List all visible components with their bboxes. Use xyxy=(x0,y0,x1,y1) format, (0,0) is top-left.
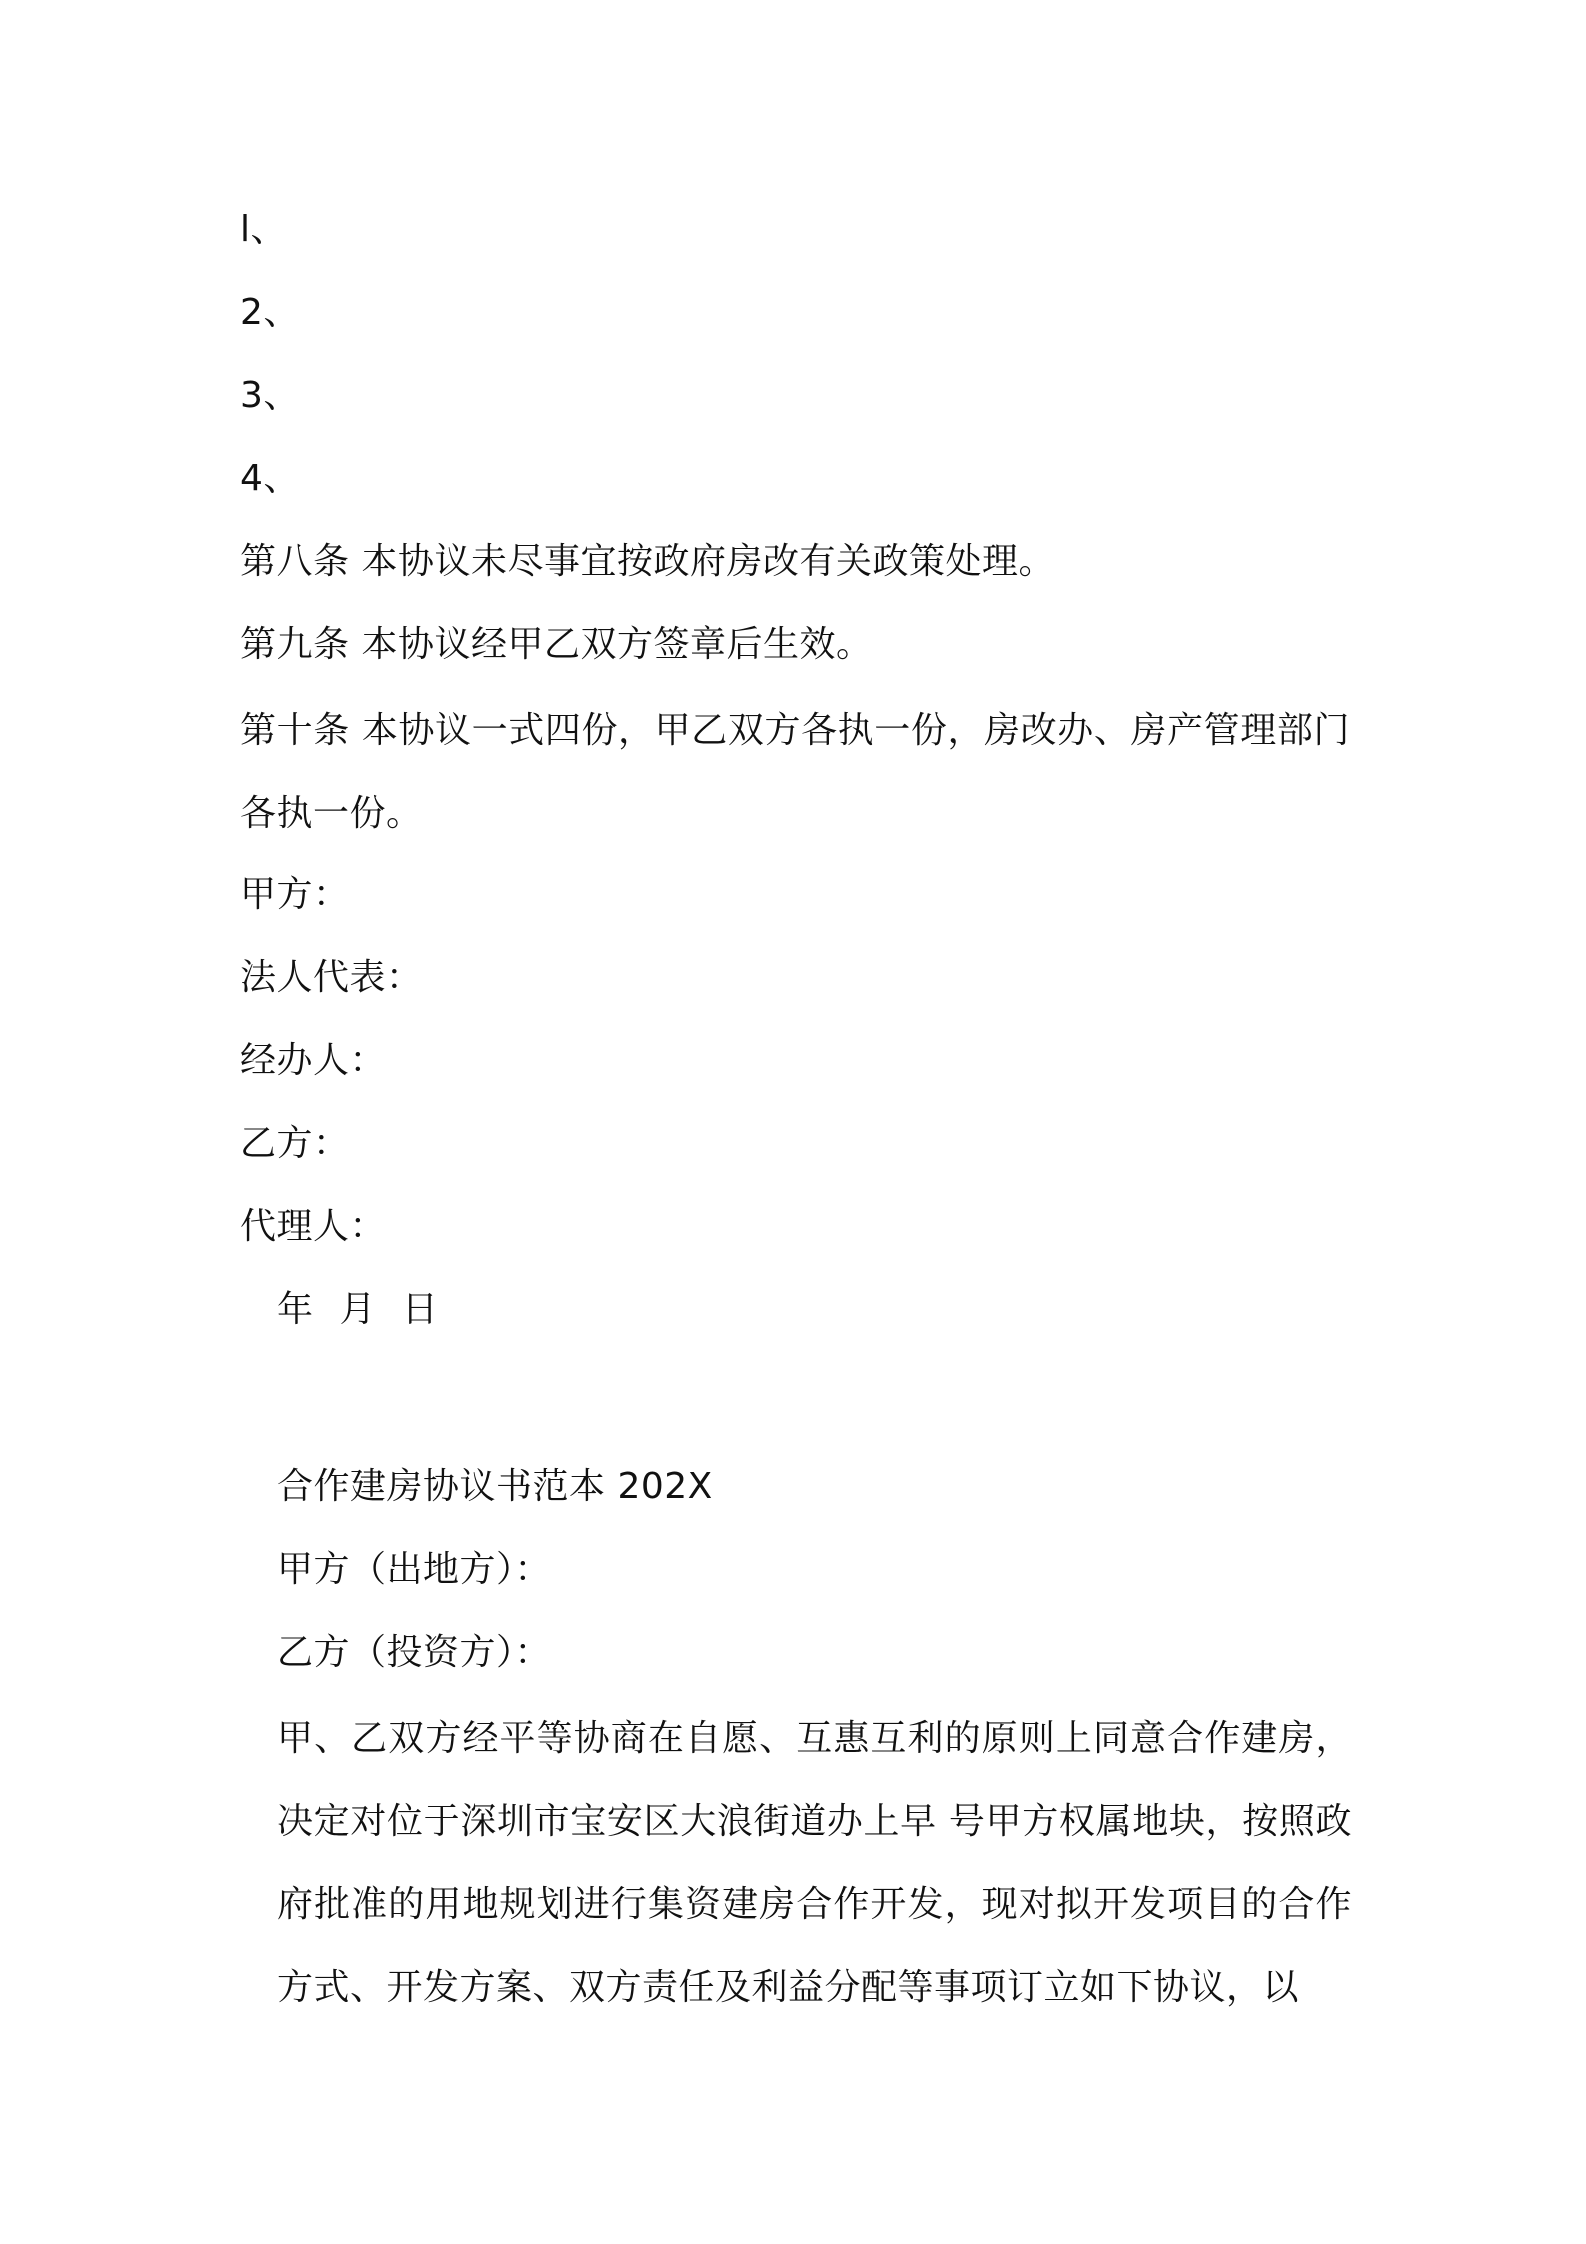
list-item-1: l、 xyxy=(240,209,288,250)
article-10: 第十条 本协议一式四份，甲乙双方各执一份，房改办、房产管理部门各执一份。 xyxy=(240,710,1350,834)
article-9: 第九条 本协议经甲乙双方签章后生效。 xyxy=(240,624,873,665)
second-agreement-party-a: 甲方（出地方）： xyxy=(277,1549,552,1590)
signature-party-b: 乙方： xyxy=(240,1123,350,1164)
signature-party-a: 甲方： xyxy=(240,874,350,915)
list-item-4: 4、 xyxy=(240,458,300,499)
second-agreement-party-b: 乙方（投资方）： xyxy=(277,1632,552,1673)
signature-legal-rep: 法人代表： xyxy=(240,957,423,998)
signature-agent: 代理人： xyxy=(240,1206,387,1247)
signature-handler: 经办人： xyxy=(240,1040,387,1081)
second-agreement-title: 合作建房协议书范本 202X xyxy=(277,1466,713,1507)
list-item-3: 3、 xyxy=(240,375,300,416)
second-agreement-body: 甲、乙双方经平等协商在自愿、互惠互利的原则上同意合作建房，决定对位于深圳市宝安区大浪街道办上早 号甲方权属地块，按照政府批准的用地规划进行集资建房合作开发，现对拟开发项目的合作方式、开发方案、双方责任及利益分配等事项订立如下协议，以 xyxy=(277,1718,1352,2008)
article-8: 第八条 本协议未尽事宜按政府房改有关政策处理。 xyxy=(240,541,1055,582)
list-item-2: 2、 xyxy=(240,292,300,333)
signature-date: 年 月 日 xyxy=(277,1289,439,1330)
